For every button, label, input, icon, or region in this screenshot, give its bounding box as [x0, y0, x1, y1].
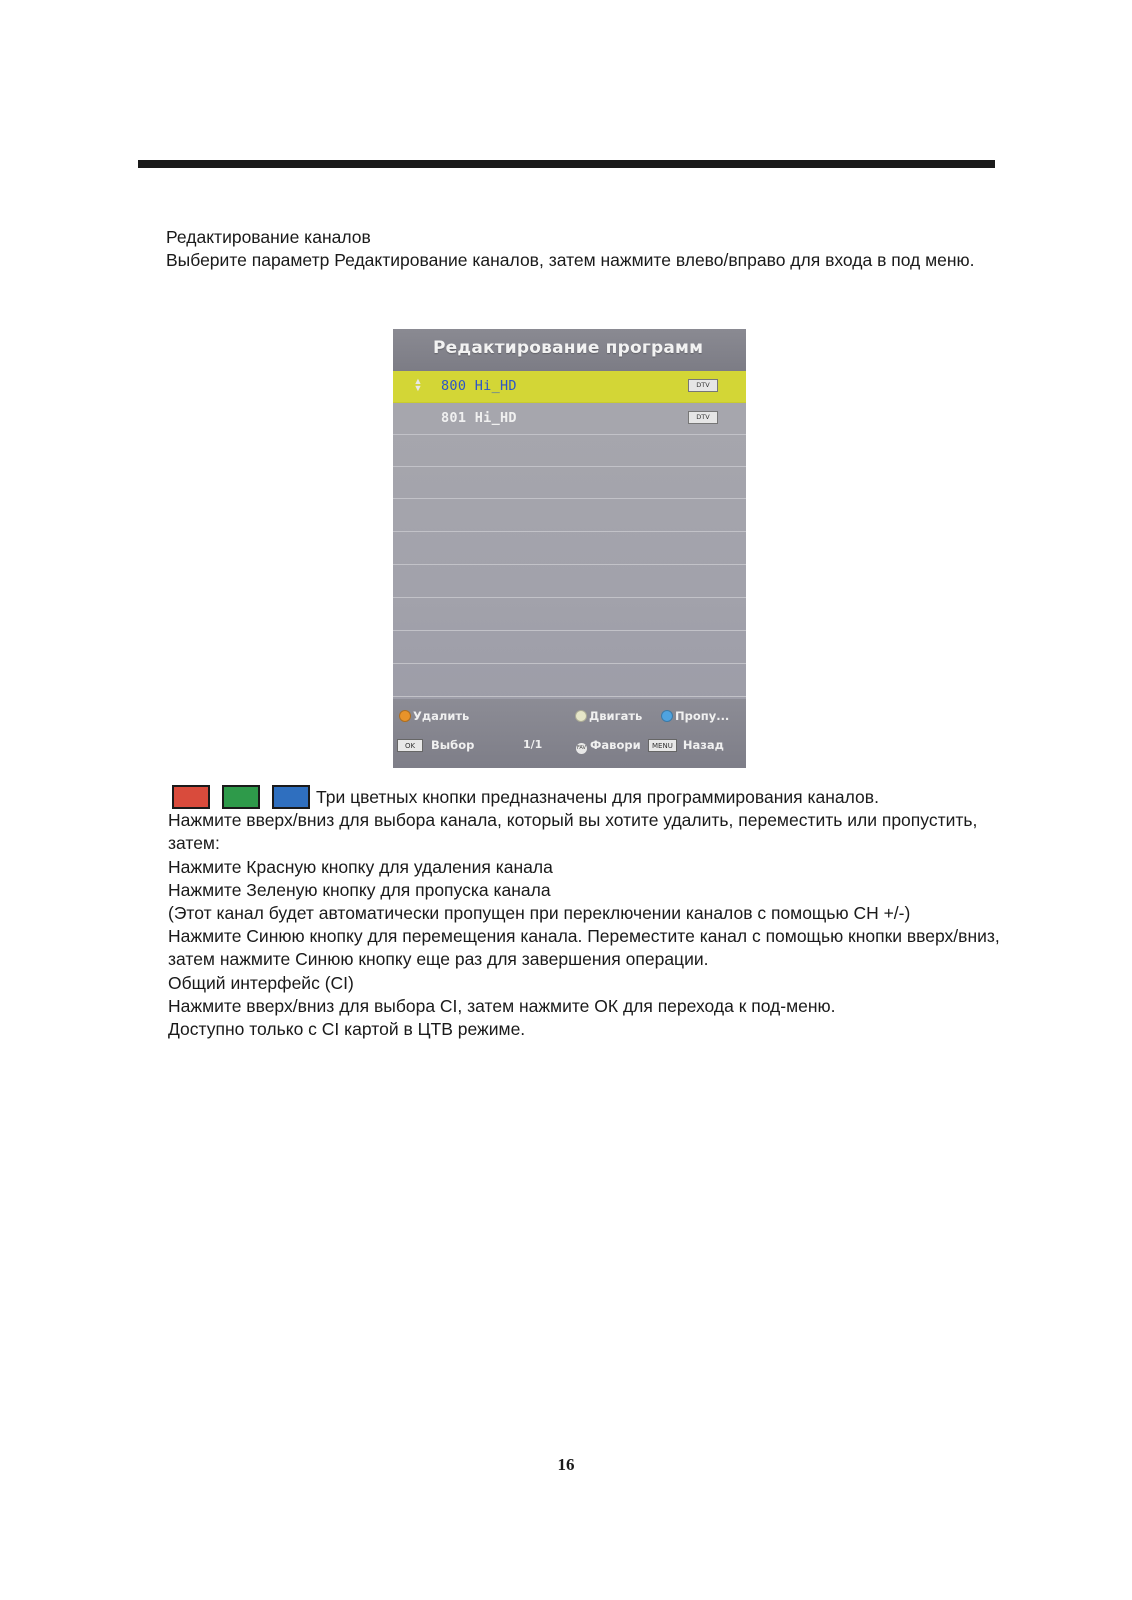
instruction-line: Доступно только с CI картой в ЦТВ режиме.	[168, 1019, 526, 1040]
instruction-line: Нажмите Зеленую кнопку для пропуска канала	[168, 879, 551, 900]
favorite-icon: FAV	[576, 743, 587, 754]
intro-section	[166, 226, 996, 272]
empty-row	[393, 435, 746, 467]
instruction-line: Нажмите вверх/вниз для выбора CI, затем нажмите ОК для перехода к под-меню.	[168, 995, 836, 1016]
section-heading: Редактирование каналов	[166, 227, 371, 247]
instruction-line: Нажмите Красную кнопку для удаления канала	[168, 856, 553, 877]
subsection-heading: Общий интерфейс (CI)	[168, 972, 354, 993]
channel-name: 800 Hi_HD	[441, 378, 517, 394]
back-hint[interactable]: MENU Назад	[648, 738, 724, 752]
instruction-line: Три цветных кнопки предназначены для программирования каналов.	[316, 787, 879, 807]
empty-row	[393, 500, 746, 532]
empty-row	[393, 632, 746, 664]
channel-type-badge: DTV	[688, 379, 718, 392]
instructions	[168, 786, 1008, 1041]
intro-paragraph: Выберите параметр Редактирование каналов, затем нажмите влево/вправо для входа в под меню.	[166, 250, 975, 270]
empty-row	[393, 665, 746, 697]
up-down-icon: ▲▼	[413, 376, 423, 390]
channel-name: 801 Hi_HD	[441, 410, 517, 426]
select-hint[interactable]: OK Выбор	[397, 738, 474, 752]
empty-row	[393, 467, 746, 499]
favorite-hint[interactable]: FAV Фавори	[577, 738, 641, 752]
delete-hint[interactable]: Удалить	[399, 709, 469, 723]
tv-menu-title: Редактирование программ	[433, 338, 704, 358]
top-rule	[138, 160, 995, 168]
ok-key-icon: OK	[397, 739, 423, 752]
tv-menu-title-bar	[393, 329, 746, 371]
instruction-line: Нажмите Синюю кнопку для перемещения канала. Переместите канал с помощью кнопки вверх/вниз, затем нажмите Синюю кнопку еще раз для завершения операции.	[168, 926, 1000, 970]
empty-row	[393, 533, 746, 565]
instruction-line: (Этот канал будет автоматически пропущен при переключении каналов с помощью CH +/-)	[168, 903, 911, 924]
channel-type-badge: DTV	[688, 411, 718, 424]
orange-dot-icon	[399, 710, 411, 722]
skip-hint[interactable]: Пропу...	[661, 709, 729, 723]
empty-row	[393, 599, 746, 631]
instruction-line: Нажмите вверх/вниз для выбора канала, который вы хотите удалить, переместить или пропустить, затем:	[168, 810, 978, 854]
empty-row	[393, 566, 746, 598]
tv-menu-footer	[393, 699, 746, 768]
page-number: 16	[557, 1455, 575, 1474]
tv-menu-screenshot	[393, 329, 746, 768]
page-indicator: 1/1	[523, 738, 543, 751]
menu-key-icon: MENU	[648, 739, 677, 752]
move-hint[interactable]: Двигать	[575, 709, 642, 723]
channel-row[interactable]	[393, 403, 746, 435]
channel-row-selected[interactable]	[393, 371, 746, 403]
yellow-dot-icon	[575, 710, 587, 722]
blue-dot-icon	[661, 710, 673, 722]
